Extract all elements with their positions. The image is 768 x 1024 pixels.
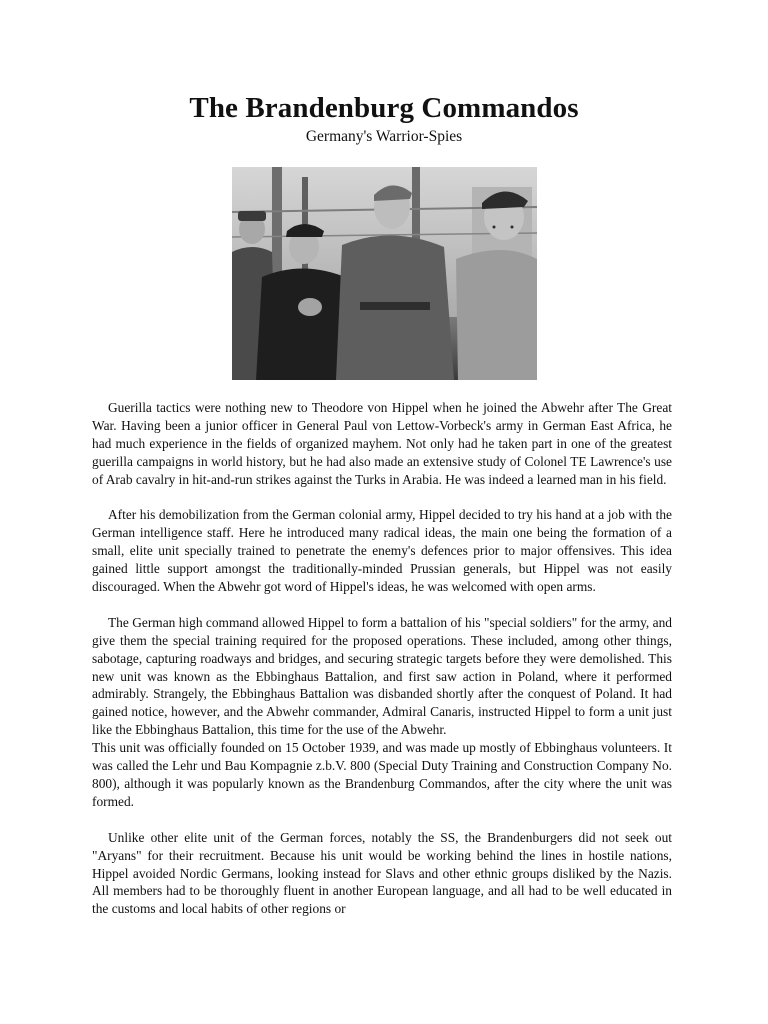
paragraph: The German high command allowed Hippel to form a battalion of his "special soldiers" for the army, and give them the special training required for the proposed operations. These included, among other things, sabotage, capturing roadways and bridges, and securing strategic targets before they were demolished. This new unit was known as the Ebbinghaus Battalion, and first saw action in Poland, where it performed admirably. Strangely, the Ebbinghaus Battalion was disbanded shortly after the conquest of Poland. It had gained notice, however, and the Abwehr commander, Admiral Canaris, instructed Hippel to form a unit just like the Ebbinghaus Battalion, this time for the use of the Abwehr.: [92, 614, 672, 738]
photo-illustration: [232, 167, 537, 380]
article-body: [92, 399, 672, 936]
paragraph: Unlike other elite unit of the German forces, notably the SS, the Brandenburgers did not seek out "Aryans" for their recruitment. Because his unit would be working behind the lines in hostile nations, Hippel avoided Nordic Germans, looking instead for Slavs and other ethnic groups disliked by the Nazis. All members had to be thoroughly fluent in another European language, and all had to be well educated in the customs and local habits of other regions or: [92, 829, 672, 917]
soldiers-photo: [232, 167, 537, 380]
paragraph: After his demobilization from the German colonial army, Hippel decided to try his hand at a job with the German intelligence staff. Here he introduced many radical ideas, the main one being the formation of a small, elite unit specially trained to penetrate the enemy's defences prior to major offensives. This idea gained little support amongst the traditionally-minded Prussian generals, but Hippel was not easily discouraged. When the Abwehr got word of Hippel's ideas, he was welcomed with open arms.: [92, 507, 672, 595]
document-subtitle: Germany's Warrior-Spies: [305, 128, 463, 145]
paragraph: Guerilla tactics were nothing new to Theodore von Hippel when he joined the Abwehr after The Great War. Having been a junior officer in General Paul von Lettow-Vorbeck's army in German East Africa, he had much experience in the fields of organized mayhem. Not only had he taken part in one of the greatest guerilla campaigns in world history, but he had also made an extensive study of Colonel TE Lawrence's use of Arab cavalry in hit-and-run strikes against the Turks in Arabia. He was indeed a learned man in his field.: [92, 400, 672, 487]
paragraph: This unit was officially founded on 15 October 1939, and was made up mostly of Ebbinghaus volunteers. It was called the Lehr und Bau Kompagnie z.b.V. 800 (Special Duty Training and Construction Company No. 800), although it was popularly known as the Brandenburg Commandos, after the city where the unit was formed.: [92, 740, 672, 809]
document-title: The Brandenburg Commandos: [189, 92, 579, 124]
